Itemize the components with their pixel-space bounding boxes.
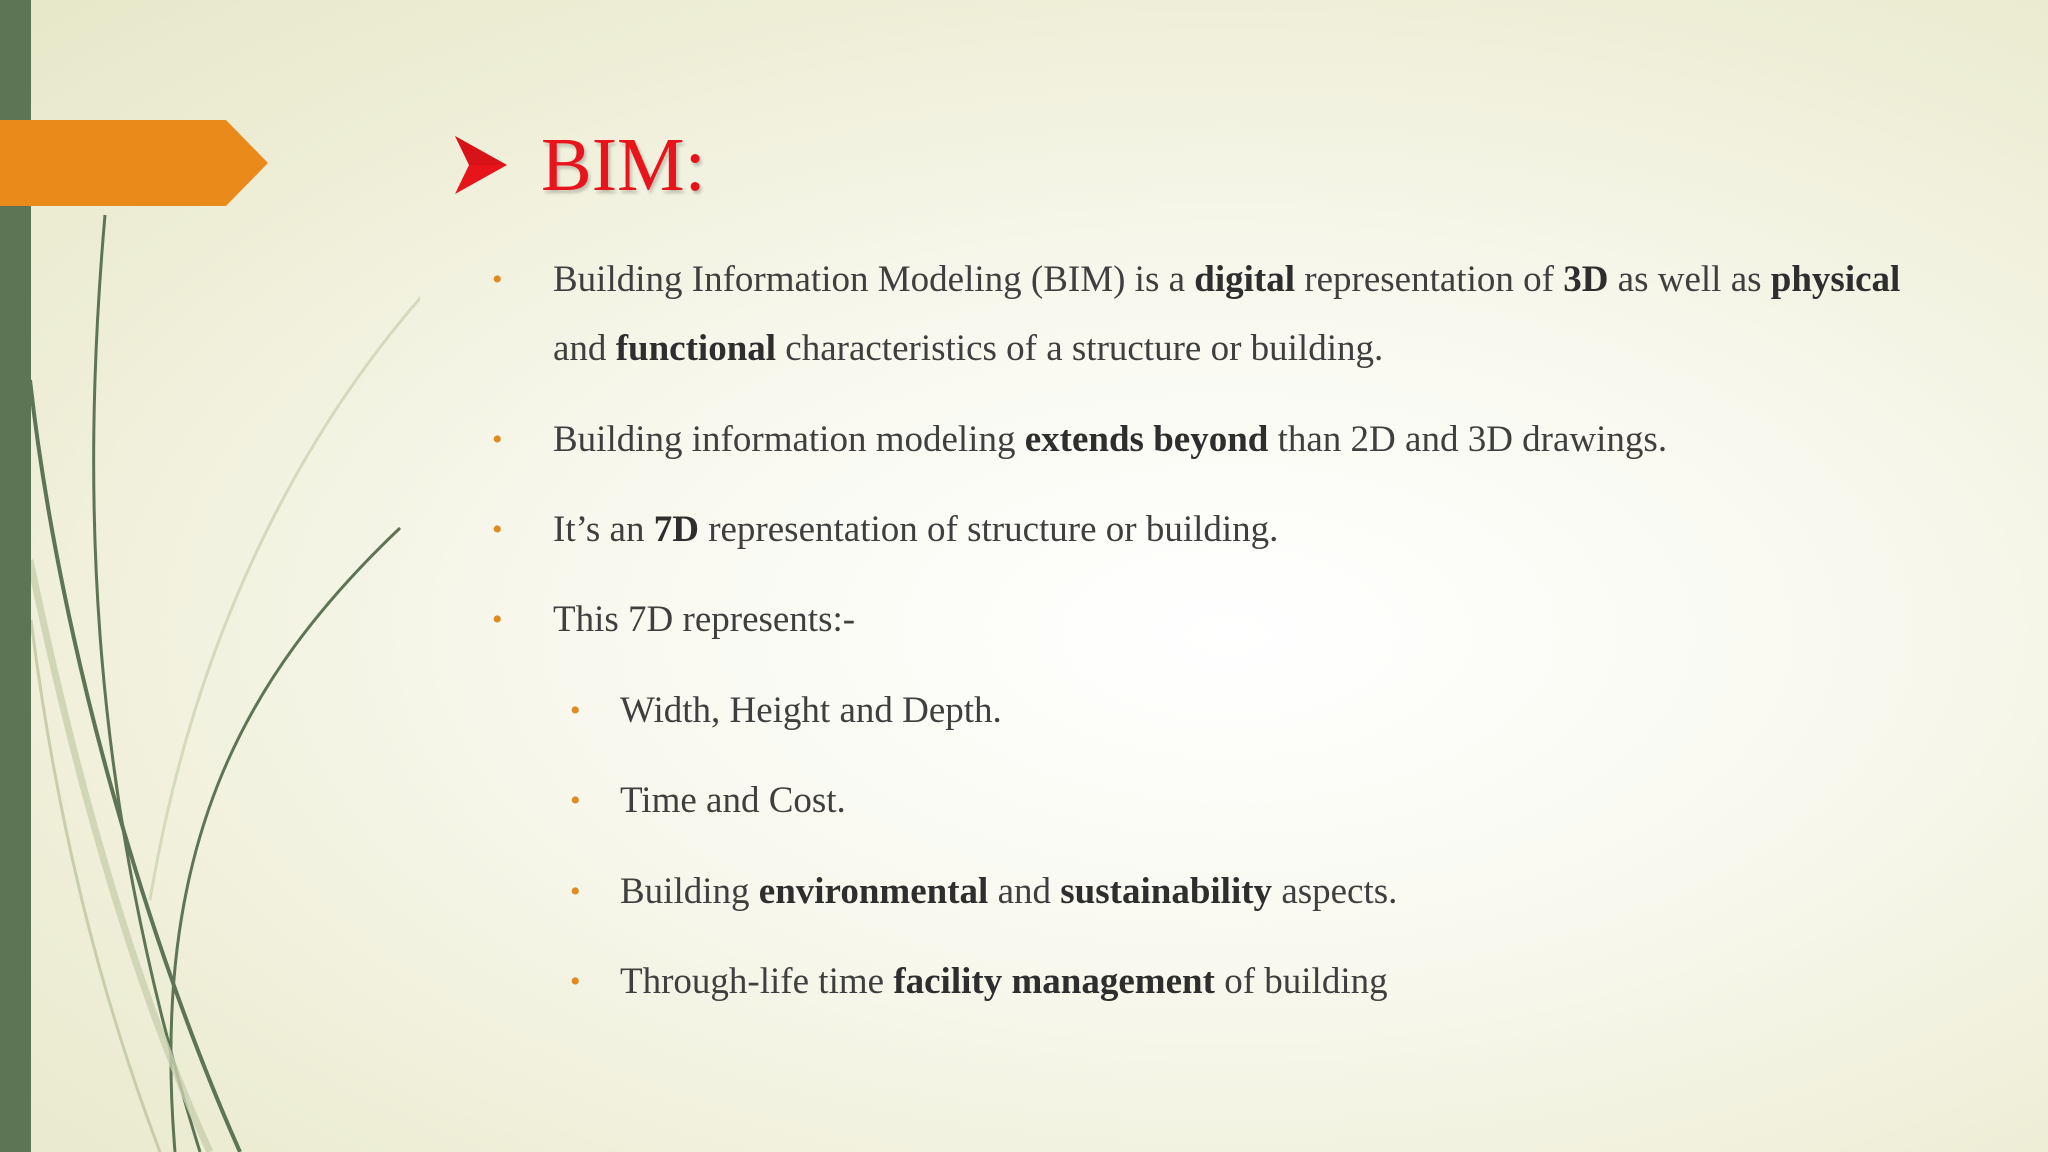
bullet-item-3 <box>553 495 1278 564</box>
bold-text-run: physical <box>1770 259 1901 300</box>
text-run: It’s an <box>553 509 654 550</box>
text-run: characteristics of a structure or building. <box>776 328 1384 369</box>
bold-text-run: functional <box>615 328 777 369</box>
bullet-dot: • <box>492 263 503 296</box>
bold-text-run: extends beyond <box>1024 419 1269 460</box>
text-run: Time and Cost. <box>620 780 846 821</box>
text-run: than 2D and 3D drawings. <box>1268 419 1668 460</box>
sub-bullet-item-1 <box>620 676 1002 745</box>
bold-text-run: facility management <box>893 961 1215 1002</box>
slide-title: BIM: <box>541 123 706 207</box>
text-run: aspects. <box>1272 871 1398 912</box>
text-run: Through-life time <box>620 961 894 1002</box>
sub-bullet-item-3 <box>620 857 1397 926</box>
bullet-item-1-line-2 <box>553 314 1383 383</box>
sub-bullet-dot: • <box>570 965 581 998</box>
bold-text-run: sustainability <box>1060 871 1273 912</box>
slide-title-row <box>455 120 706 210</box>
sub-bullet-dot: • <box>570 875 581 908</box>
text-run: Building information modeling <box>553 419 1025 460</box>
text-run: as well as <box>1608 259 1771 300</box>
sub-bullet-item-2 <box>620 766 846 835</box>
text-run: This 7D represents:- <box>553 599 856 640</box>
text-run: Width, Height and Depth. <box>620 690 1002 731</box>
bullet-dot: • <box>492 603 503 636</box>
text-run: Building <box>620 871 759 912</box>
text-run: and <box>988 871 1061 912</box>
sub-bullet-item-4 <box>620 947 1388 1016</box>
text-run: and <box>553 328 616 369</box>
text-run: representation of <box>1295 259 1564 300</box>
bullet-dot: • <box>492 513 503 546</box>
bullet-dot: • <box>492 423 503 456</box>
text-run: Building Information Modeling (BIM) is a <box>553 259 1195 300</box>
text-run: of building <box>1214 961 1388 1002</box>
bullet-item-1-line-1 <box>553 245 1900 314</box>
arrowhead-bullet-icon <box>455 136 507 194</box>
bullet-item-2 <box>553 405 1667 474</box>
text-run: representation of structure or building. <box>698 509 1279 550</box>
sub-bullet-dot: • <box>570 784 581 817</box>
bold-text-run: digital <box>1194 259 1296 300</box>
bold-text-run: 3D <box>1563 259 1609 300</box>
orange-arrow-tab <box>0 120 270 206</box>
sub-bullet-dot: • <box>570 694 581 727</box>
bold-text-run: 7D <box>653 509 699 550</box>
bullet-item-4 <box>553 585 855 654</box>
bold-text-run: environmental <box>758 871 989 912</box>
